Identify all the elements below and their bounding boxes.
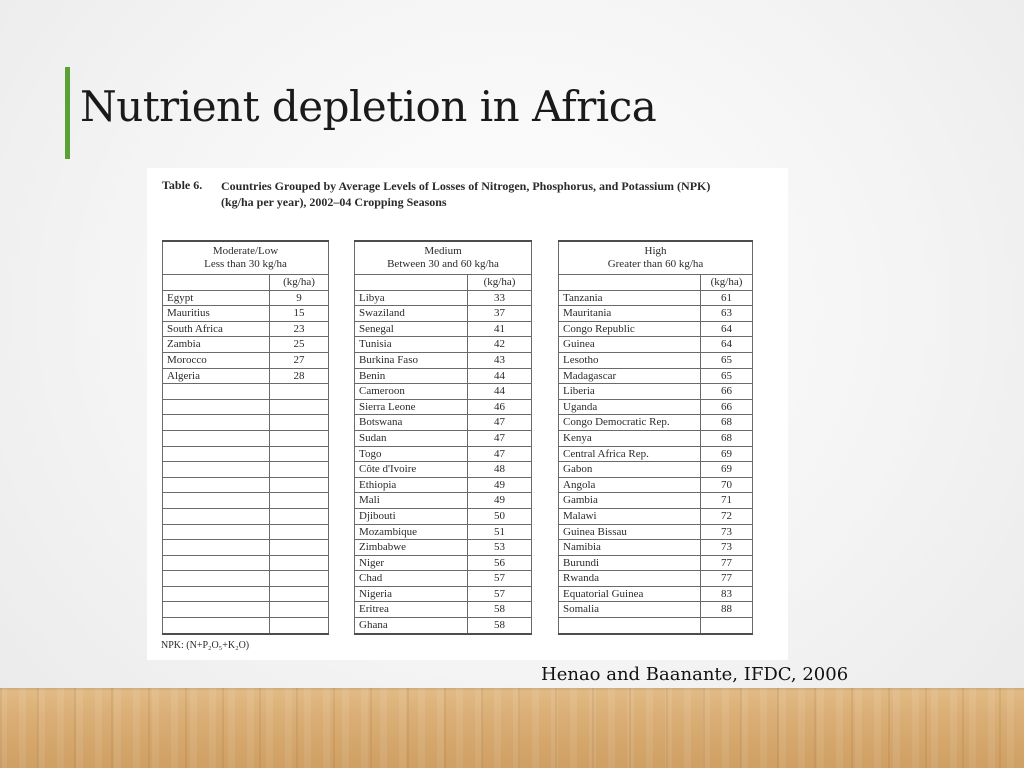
value-cell: 44 <box>468 384 532 400</box>
group-title: Moderate/Low <box>212 245 279 257</box>
value-cell: 69 <box>701 462 753 478</box>
table-row <box>559 618 753 634</box>
country-cell: Swaziland <box>355 306 468 322</box>
country-cell: Angola <box>559 477 701 493</box>
value-cell: 73 <box>701 540 753 556</box>
country-cell: Mauritania <box>559 306 701 322</box>
table-figure <box>147 168 788 660</box>
value-cell: 61 <box>701 290 753 306</box>
value-cell: 25 <box>270 337 329 353</box>
table-row <box>559 477 753 493</box>
country-cell: Zimbabwe <box>355 540 468 556</box>
group-subtitle: Less than 30 kg/ha <box>204 258 287 270</box>
country-cell: Congo Democratic Rep. <box>559 415 701 431</box>
value-cell: 70 <box>701 477 753 493</box>
country-cell: Mali <box>355 493 468 509</box>
table-row <box>163 477 329 493</box>
group-subtitle: Between 30 and 60 kg/ha <box>387 258 499 270</box>
table-row <box>163 586 329 602</box>
table-row <box>559 540 753 556</box>
table-row <box>355 462 532 478</box>
country-cell: Congo Republic <box>559 321 701 337</box>
country-cell: Sierra Leone <box>355 399 468 415</box>
value-cell: 50 <box>468 508 532 524</box>
table-row <box>163 602 329 618</box>
table-row <box>355 430 532 446</box>
table-row <box>559 508 753 524</box>
value-cell: 64 <box>701 321 753 337</box>
value-cell: 49 <box>468 477 532 493</box>
table-row <box>559 586 753 602</box>
slide-title: Nutrient depletion in Africa <box>80 82 657 131</box>
country-cell: Chad <box>355 571 468 587</box>
unit-label: (kg/ha) <box>701 275 753 291</box>
group-header <box>355 241 532 275</box>
value-cell <box>270 446 329 462</box>
country-cell: Morocco <box>163 352 270 368</box>
value-cell: 46 <box>468 399 532 415</box>
value-cell <box>270 462 329 478</box>
table-row <box>355 399 532 415</box>
country-cell: Djibouti <box>355 508 468 524</box>
value-cell: 27 <box>270 352 329 368</box>
country-cell: Madagascar <box>559 368 701 384</box>
value-cell <box>270 540 329 556</box>
country-cell: Libya <box>355 290 468 306</box>
country-cell: Guinea Bissau <box>559 524 701 540</box>
table-row <box>163 368 329 384</box>
value-cell: 88 <box>701 602 753 618</box>
country-cell: Rwanda <box>559 571 701 587</box>
country-cell <box>163 618 270 634</box>
table-row <box>559 524 753 540</box>
value-cell: 28 <box>270 368 329 384</box>
country-cell <box>559 618 701 634</box>
value-cell: 69 <box>701 446 753 462</box>
value-cell <box>270 399 329 415</box>
value-cell <box>270 555 329 571</box>
country-cell <box>163 477 270 493</box>
table-row <box>163 446 329 462</box>
title-accent-bar <box>65 67 70 159</box>
value-cell: 65 <box>701 352 753 368</box>
value-cell <box>270 415 329 431</box>
country-cell <box>163 446 270 462</box>
value-cell <box>270 586 329 602</box>
value-cell <box>270 524 329 540</box>
country-cell: Mozambique <box>355 524 468 540</box>
value-cell: 43 <box>468 352 532 368</box>
group-title: Medium <box>424 245 462 257</box>
value-cell: 41 <box>468 321 532 337</box>
country-cell: Togo <box>355 446 468 462</box>
table-row <box>163 290 329 306</box>
country-cell <box>163 508 270 524</box>
country-cell <box>163 462 270 478</box>
value-cell: 68 <box>701 415 753 431</box>
country-cell: Mauritius <box>163 306 270 322</box>
table-row <box>355 602 532 618</box>
value-cell: 23 <box>270 321 329 337</box>
value-cell <box>270 602 329 618</box>
table-row <box>163 555 329 571</box>
country-cell: Botswana <box>355 415 468 431</box>
table-row <box>355 352 532 368</box>
country-cell: Guinea <box>559 337 701 353</box>
value-cell: 77 <box>701 571 753 587</box>
value-cell: 47 <box>468 446 532 462</box>
table-row <box>559 352 753 368</box>
table-row <box>355 290 532 306</box>
country-cell: Equatorial Guinea <box>559 586 701 602</box>
value-cell: 63 <box>701 306 753 322</box>
value-cell <box>270 477 329 493</box>
value-cell <box>270 384 329 400</box>
table-row <box>559 306 753 322</box>
country-cell: Burkina Faso <box>355 352 468 368</box>
table-row <box>355 321 532 337</box>
table-row <box>163 352 329 368</box>
table-row <box>163 493 329 509</box>
country-cell: Ghana <box>355 618 468 634</box>
table-row <box>355 524 532 540</box>
table-row <box>559 571 753 587</box>
group-subtitle: Greater than 60 kg/ha <box>607 258 704 270</box>
table-row <box>163 618 329 634</box>
table-footnote: NPK: (N+P₂O₅+K₂O) <box>161 640 250 651</box>
table-row <box>163 415 329 431</box>
value-cell: 56 <box>468 555 532 571</box>
country-cell: Tanzania <box>559 290 701 306</box>
value-cell: 83 <box>701 586 753 602</box>
country-cell <box>163 586 270 602</box>
country-cell: Burundi <box>559 555 701 571</box>
country-cell <box>163 493 270 509</box>
country-cell: Cameroon <box>355 384 468 400</box>
value-cell <box>270 571 329 587</box>
table-row <box>163 306 329 322</box>
table-row <box>355 555 532 571</box>
value-cell: 64 <box>701 337 753 353</box>
value-cell: 57 <box>468 586 532 602</box>
value-cell: 53 <box>468 540 532 556</box>
value-cell: 66 <box>701 399 753 415</box>
table-row <box>355 306 532 322</box>
country-cell: Tunisia <box>355 337 468 353</box>
group-table-high <box>558 240 753 635</box>
value-cell: 42 <box>468 337 532 353</box>
value-cell <box>270 508 329 524</box>
value-cell: 48 <box>468 462 532 478</box>
table-row <box>355 540 532 556</box>
table-row <box>559 462 753 478</box>
table-row <box>163 384 329 400</box>
country-cell: Côte d'Ivoire <box>355 462 468 478</box>
country-cell: Nigeria <box>355 586 468 602</box>
value-cell: 47 <box>468 415 532 431</box>
table-row <box>355 571 532 587</box>
value-cell: 57 <box>468 571 532 587</box>
table-row <box>163 540 329 556</box>
table-row <box>163 399 329 415</box>
wooden-floor-backdrop <box>0 688 1024 768</box>
table-row <box>559 555 753 571</box>
country-cell: Gambia <box>559 493 701 509</box>
table-row <box>559 337 753 353</box>
table-row <box>559 446 753 462</box>
table-row <box>355 368 532 384</box>
group-table-medium <box>354 240 532 635</box>
table-row <box>355 508 532 524</box>
country-cell: Somalia <box>559 602 701 618</box>
table-row <box>355 586 532 602</box>
table-row <box>163 508 329 524</box>
table-caption-text: Countries Grouped by Average Levels of Losses of Nitrogen, Phosphorus, and Potassium (NPK) (kg/ha per year), 2002–04 Cropping Seasons <box>221 179 711 209</box>
value-cell: 72 <box>701 508 753 524</box>
value-cell: 9 <box>270 290 329 306</box>
country-cell <box>163 430 270 446</box>
country-cell <box>163 555 270 571</box>
table-row <box>355 415 532 431</box>
table-row <box>355 337 532 353</box>
country-cell: Uganda <box>559 399 701 415</box>
table-row <box>355 618 532 634</box>
value-cell: 37 <box>468 306 532 322</box>
value-cell: 44 <box>468 368 532 384</box>
value-cell: 58 <box>468 602 532 618</box>
table-row <box>163 462 329 478</box>
value-cell: 58 <box>468 618 532 634</box>
country-cell: Senegal <box>355 321 468 337</box>
group-table-moderate-low <box>162 240 329 635</box>
country-cell: Egypt <box>163 290 270 306</box>
table-row <box>355 446 532 462</box>
value-cell: 77 <box>701 555 753 571</box>
table-row <box>559 399 753 415</box>
source-citation: Henao and Baanante, IFDC, 2006 <box>541 664 849 685</box>
table-row <box>163 524 329 540</box>
country-cell: Gabon <box>559 462 701 478</box>
value-cell <box>270 430 329 446</box>
country-cell: Zambia <box>163 337 270 353</box>
country-cell: Namibia <box>559 540 701 556</box>
table-caption-label: Table 6. <box>162 178 203 192</box>
table-row <box>559 415 753 431</box>
country-cell: Liberia <box>559 384 701 400</box>
table-row <box>355 384 532 400</box>
group-header <box>163 241 329 275</box>
country-cell <box>163 384 270 400</box>
country-cell <box>163 602 270 618</box>
unit-label: (kg/ha) <box>468 275 532 291</box>
table-row <box>355 493 532 509</box>
table-row <box>163 430 329 446</box>
country-cell: Algeria <box>163 368 270 384</box>
table-row <box>559 321 753 337</box>
country-cell: Central Africa Rep. <box>559 446 701 462</box>
table-row <box>163 337 329 353</box>
value-cell: 47 <box>468 430 532 446</box>
unit-label: (kg/ha) <box>270 275 329 291</box>
value-cell: 65 <box>701 368 753 384</box>
group-header <box>559 241 753 275</box>
table-row <box>559 430 753 446</box>
table-row <box>163 321 329 337</box>
country-cell: Kenya <box>559 430 701 446</box>
table-row <box>559 290 753 306</box>
table-row <box>559 368 753 384</box>
country-cell <box>163 399 270 415</box>
country-cell: Niger <box>355 555 468 571</box>
table-row <box>355 477 532 493</box>
value-cell: 51 <box>468 524 532 540</box>
value-cell: 71 <box>701 493 753 509</box>
value-cell <box>270 618 329 634</box>
value-cell: 15 <box>270 306 329 322</box>
country-cell: Lesotho <box>559 352 701 368</box>
value-cell <box>270 493 329 509</box>
country-cell: Benin <box>355 368 468 384</box>
country-cell: Eritrea <box>355 602 468 618</box>
table-row <box>559 384 753 400</box>
country-cell <box>163 415 270 431</box>
country-cell <box>163 571 270 587</box>
country-cell: Malawi <box>559 508 701 524</box>
country-cell: Ethiopia <box>355 477 468 493</box>
table-row <box>559 493 753 509</box>
value-cell <box>701 618 753 634</box>
table-row <box>559 602 753 618</box>
value-cell: 49 <box>468 493 532 509</box>
country-cell: South Africa <box>163 321 270 337</box>
group-title: High <box>644 245 667 257</box>
value-cell: 68 <box>701 430 753 446</box>
value-cell: 73 <box>701 524 753 540</box>
value-cell: 33 <box>468 290 532 306</box>
country-cell: Sudan <box>355 430 468 446</box>
country-cell <box>163 540 270 556</box>
table-row <box>163 571 329 587</box>
value-cell: 66 <box>701 384 753 400</box>
country-cell <box>163 524 270 540</box>
